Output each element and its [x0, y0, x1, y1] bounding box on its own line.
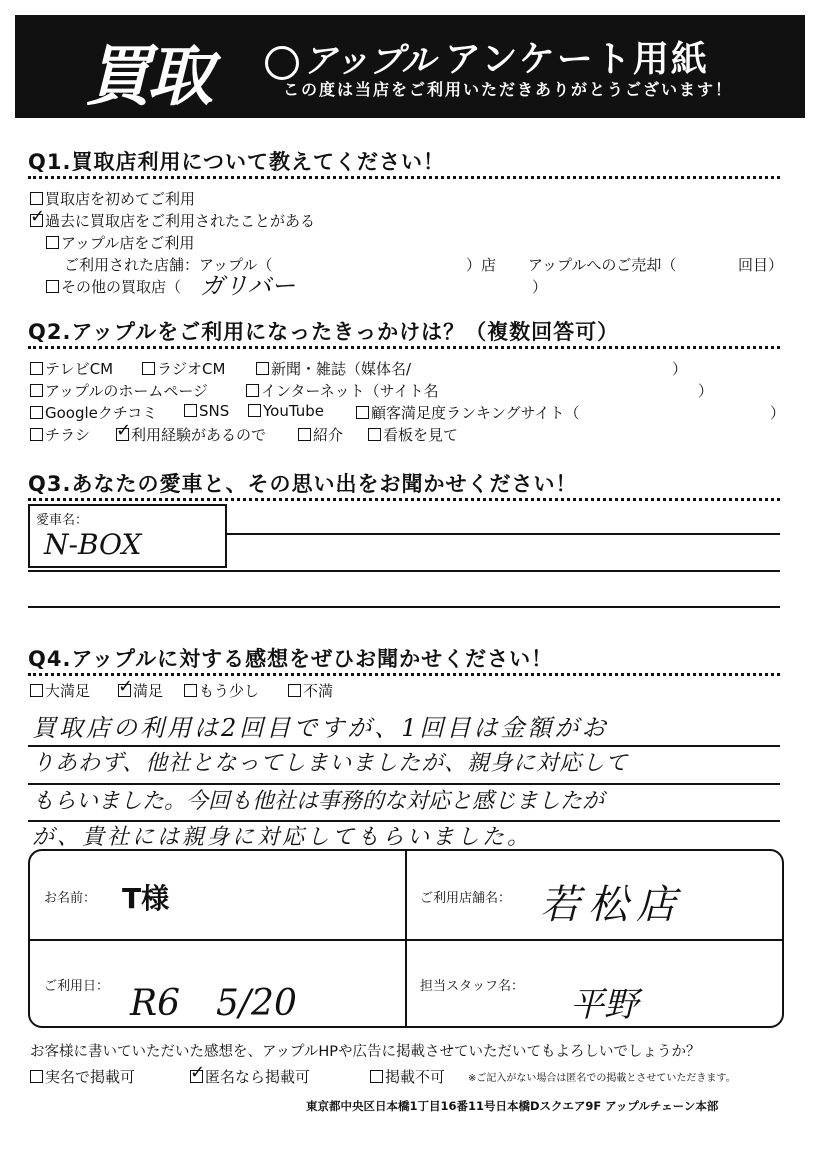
q1-sell-count-suffix: 回目） [738, 256, 784, 274]
q1-store-suffix: ）店 [466, 256, 497, 274]
q4-title: Q4.アップルに対する感想をぜひお聞かせください！ [28, 647, 554, 671]
q4-option-somewhat[interactable]: もう少し [184, 680, 259, 701]
q1-option-first[interactable]: 買取店を初めてご利用 [30, 188, 195, 209]
q2-option-ranking[interactable]: 顧客満足度ランキングサイト（ [356, 402, 580, 423]
checkbox[interactable] [30, 1070, 43, 1083]
checkbox[interactable] [248, 404, 261, 417]
header-banner [15, 15, 805, 118]
header-subtitle: この度は当店をご利用いただきありがとうございます！ [283, 80, 734, 99]
store-value[interactable]: 若松店 [540, 882, 684, 928]
q2-option-tvcm[interactable]: テレビCM [30, 358, 113, 379]
brand-logo [265, 33, 435, 82]
comment-line-3: もらいました。今回も他社は事務的な対応と感じましたが [32, 789, 605, 814]
q1-other-close: ） [532, 278, 548, 296]
comment-line-1: 買取店の利用は2回目ですが、1回目は金額がお [32, 714, 609, 742]
brand-name: アップル [303, 41, 436, 81]
q2-option-internet[interactable]: インターネット（サイト名 [246, 380, 439, 401]
q1-title: Q1.買取店利用について教えてください！ [28, 150, 446, 174]
checkbox[interactable] [246, 384, 259, 397]
checkbox[interactable] [30, 684, 43, 697]
store-label: ご利用店舗名： [420, 891, 512, 906]
q4-option-dissatisfied[interactable]: 不満 [288, 680, 333, 701]
q4-option-very-satisfied[interactable]: 大満足 [30, 680, 90, 701]
checkbox[interactable] [30, 192, 43, 205]
checkbox[interactable] [30, 406, 43, 419]
checkbox[interactable] [184, 684, 197, 697]
q1-other-handwritten: ガリバー [200, 272, 296, 300]
q1-option-past[interactable]: ✓過去に買取店をご利用されたことがある [30, 210, 315, 231]
checkbox-checked[interactable] [30, 214, 43, 227]
date-value[interactable]: R6 5/20 [130, 983, 297, 1024]
checkbox[interactable] [298, 428, 311, 441]
divider [405, 851, 407, 1026]
memory-line [28, 606, 780, 608]
checkbox[interactable] [46, 280, 59, 293]
q2-option-radiocm[interactable]: ラジオCM [142, 358, 225, 379]
memory-line [28, 570, 780, 572]
divider [28, 673, 780, 676]
q2-option-flyer[interactable]: チラシ [30, 424, 90, 445]
customer-info-box [28, 849, 784, 1028]
checkbox-checked[interactable] [190, 1070, 203, 1083]
car-name-label: 愛車名： [36, 513, 89, 528]
staff-label: 担当スタッフ名： [420, 979, 525, 994]
q1-store-used-label: ご利用された店舗：アップル（ [64, 256, 273, 274]
q2-option-referral[interactable]: 紹介 [298, 424, 343, 445]
q2-title: Q2.アップルをご利用になったきっかけは？（複数回答可） [28, 320, 620, 344]
name-value[interactable]: T様 [122, 882, 170, 915]
header-kanji: 買取 [85, 38, 209, 115]
q1-option-other[interactable]: その他の買取店（ [46, 276, 181, 297]
divider [28, 498, 780, 501]
header-title: アンケート用紙 [445, 39, 709, 80]
checkbox[interactable] [288, 684, 301, 697]
staff-value[interactable]: 平野 [570, 985, 638, 1025]
publish-option-real[interactable]: 実名で掲載可 [30, 1066, 135, 1087]
checkbox[interactable] [184, 404, 197, 417]
car-name-box[interactable] [28, 504, 227, 568]
comment-line-2: りあわず、他社となってしまいましたが、親身に対応して [32, 751, 629, 776]
q3-title: Q3.あなたの愛車と、その思い出をお聞かせください！ [28, 472, 578, 496]
publish-option-no[interactable]: 掲載不可 [370, 1066, 445, 1087]
q2-option-youtube[interactable]: YouTube [248, 402, 324, 420]
publish-note: ※ご記入がない場合は匿名での掲載とさせていただきます。 [468, 1073, 736, 1084]
checkbox-checked[interactable] [118, 684, 131, 697]
publish-option-anon[interactable]: ✓ 匿名なら掲載可 [190, 1066, 310, 1087]
checkbox[interactable] [30, 384, 43, 397]
q2-row1-close: ） [672, 360, 688, 378]
q2-option-experience[interactable]: ✓ 利用経験があるので [116, 424, 266, 445]
checkbox[interactable] [256, 362, 269, 375]
memory-line [225, 533, 780, 535]
q2-option-sns[interactable]: SNS [184, 402, 229, 420]
company-address: 東京都中央区日本橋1丁目16番11号日本橋Dスクエア9F アップルチェーン本部 [306, 1099, 719, 1113]
q2-row2-close: ） [698, 382, 714, 400]
q2-row3-close: ） [770, 404, 786, 422]
checkbox[interactable] [356, 406, 369, 419]
q2-option-signboard[interactable]: 看板を見て [368, 424, 458, 445]
checkbox[interactable] [46, 236, 59, 249]
q1-sell-count-label: アップルへのご売却（ [528, 256, 677, 274]
checkbox[interactable] [370, 1070, 383, 1083]
checkbox[interactable] [30, 428, 43, 441]
comment-line-4: が、貴社には親身に対応してもらいました。 [32, 825, 533, 850]
date-label: ご利用日： [44, 979, 110, 994]
divider [28, 346, 780, 349]
checkbox[interactable] [30, 362, 43, 375]
q4-option-satisfied[interactable]: ✓ 満足 [118, 680, 163, 701]
publish-question: お客様に書いていただいた感想を、アップルHPや広告に掲載させていただいてもよろしいでしょうか？ [30, 1044, 701, 1060]
q2-option-newspaper[interactable]: 新聞・雑誌（媒体名/ [256, 358, 411, 379]
name-label: お名前： [44, 891, 97, 906]
q2-option-google[interactable]: Googleクチコミ [30, 402, 157, 423]
checkbox-checked[interactable] [116, 428, 129, 441]
divider [28, 176, 780, 179]
brand-badge-icon [265, 46, 299, 80]
car-name-handwritten: N-BOX [44, 528, 142, 561]
q2-option-homepage[interactable]: アップルのホームページ [30, 380, 208, 401]
checkbox[interactable] [142, 362, 155, 375]
q1-option-apple[interactable]: アップル店をご利用 [46, 232, 194, 253]
checkbox[interactable] [368, 428, 381, 441]
